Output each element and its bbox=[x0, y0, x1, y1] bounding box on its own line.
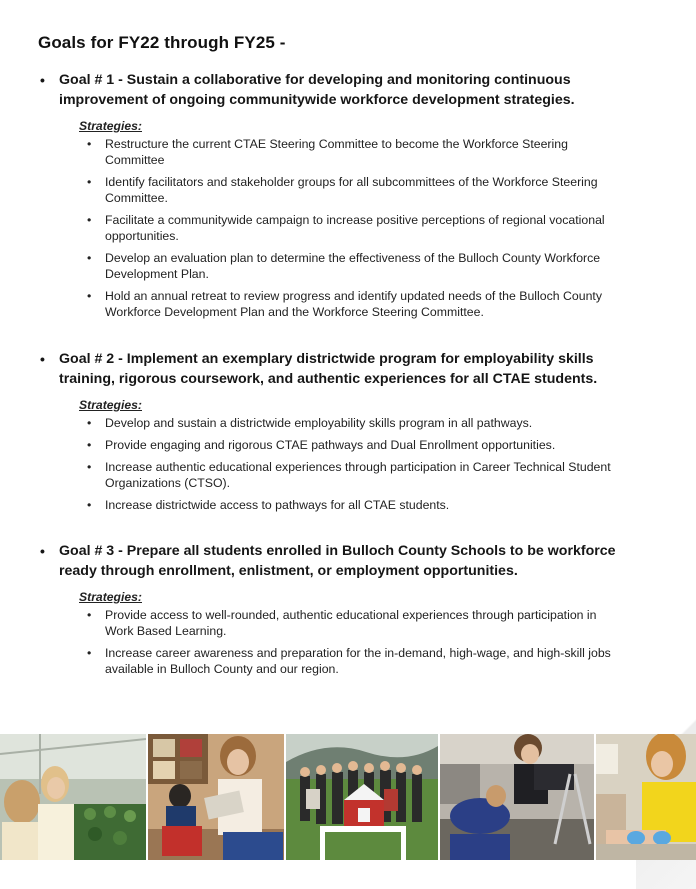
strategy-item: • Increase career awareness and preparation for the in-demand, high-wage, and high-skill jobs available in Bulloch County and our region. bbox=[87, 646, 611, 676]
goal-heading-text: Goal # 1 - Sustain a collaborative for developing and monitoring continuous improvement of ongoing communitywide workforce development strategies. bbox=[59, 72, 575, 108]
bullet-icon: • bbox=[87, 289, 92, 303]
strategies-list bbox=[40, 415, 650, 513]
reading-child-photo-icon bbox=[148, 734, 284, 860]
healthcare-training-photo-icon bbox=[596, 734, 696, 860]
photo-reading bbox=[148, 734, 284, 860]
strategies-list bbox=[40, 607, 650, 677]
photo-group-barn bbox=[286, 734, 438, 860]
strategy-item: • Develop and sustain a districtwide employability skills program in all pathways. bbox=[87, 416, 533, 430]
bullet-icon: • bbox=[87, 608, 92, 622]
photo-healthcare bbox=[596, 734, 696, 860]
bullet-icon: • bbox=[87, 416, 92, 430]
strategy-item: • Provide access to well-rounded, authentic educational experiences through participation in Work Based Learning. bbox=[87, 608, 597, 638]
strategy-item: • Increase authentic educational experiences through participation in Career Technical Student Organizations (CTSO). bbox=[87, 460, 611, 490]
bullet-icon: • bbox=[40, 72, 45, 88]
strategies-label: Strategies: bbox=[79, 590, 142, 604]
strategies-label: Strategies: bbox=[79, 119, 142, 133]
bullet-icon: • bbox=[87, 460, 92, 474]
bullet-icon: • bbox=[87, 646, 92, 660]
bullet-icon: • bbox=[87, 438, 92, 452]
goal-1 bbox=[40, 71, 650, 326]
bullet-icon: • bbox=[87, 213, 92, 227]
photo-greenhouse bbox=[0, 734, 146, 860]
strategy-item: • Facilitate a communitywide campaign to increase positive perceptions of regional vocational opportunities. bbox=[87, 213, 605, 243]
goal-heading-text: Goal # 2 - Implement an exemplary districtwide program for employability skills training, rigorous coursework, and authentic experiences for all CTAE students. bbox=[59, 351, 598, 387]
student-group-barn-photo-icon bbox=[286, 734, 438, 860]
strategy-item: • Identify facilitators and stakeholder groups for all subcommittees of the Workforce Steering Committee. bbox=[87, 175, 598, 205]
greenhouse-plants-photo-icon bbox=[0, 734, 146, 860]
strategies-label: Strategies: bbox=[79, 398, 142, 412]
strategy-item: • Provide engaging and rigorous CTAE pathways and Dual Enrollment opportunities. bbox=[87, 438, 556, 452]
photo-lab-equipment bbox=[440, 734, 594, 860]
page-title: Goals for FY22 through FY25 - bbox=[38, 33, 286, 52]
goal-3 bbox=[40, 542, 650, 683]
bullet-icon: • bbox=[87, 175, 92, 189]
lab-equipment-photo-icon bbox=[440, 734, 594, 860]
goal-heading bbox=[40, 71, 650, 110]
strategy-item: • Increase districtwide access to pathways for all CTAE students. bbox=[87, 498, 450, 512]
bullet-icon: • bbox=[40, 543, 45, 559]
bullet-icon: • bbox=[87, 137, 92, 151]
strategy-item: • Develop an evaluation plan to determine the effectiveness of the Bulloch County Workforce Development Plan. bbox=[87, 251, 601, 281]
bullet-icon: • bbox=[87, 251, 92, 265]
goal-heading bbox=[40, 350, 650, 389]
strategy-item: • Restructure the current CTAE Steering Committee to become the Workforce Steering Committee bbox=[87, 137, 568, 167]
bullet-icon: • bbox=[40, 351, 45, 367]
bullet-icon: • bbox=[87, 498, 92, 512]
goal-2 bbox=[40, 350, 650, 519]
photo-strip bbox=[0, 734, 696, 860]
strategies-list bbox=[40, 136, 650, 320]
strategy-item: • Hold an annual retreat to review progress and identify updated needs of the Bulloch County Workforce Development Plan and the Workforce Steering Committee. bbox=[87, 289, 602, 319]
goal-heading-text: Goal # 3 - Prepare all students enrolled in Bulloch County Schools to be workforce ready through enrollment, enlistment, or employment opportunities. bbox=[59, 543, 616, 579]
goal-heading bbox=[40, 542, 650, 581]
